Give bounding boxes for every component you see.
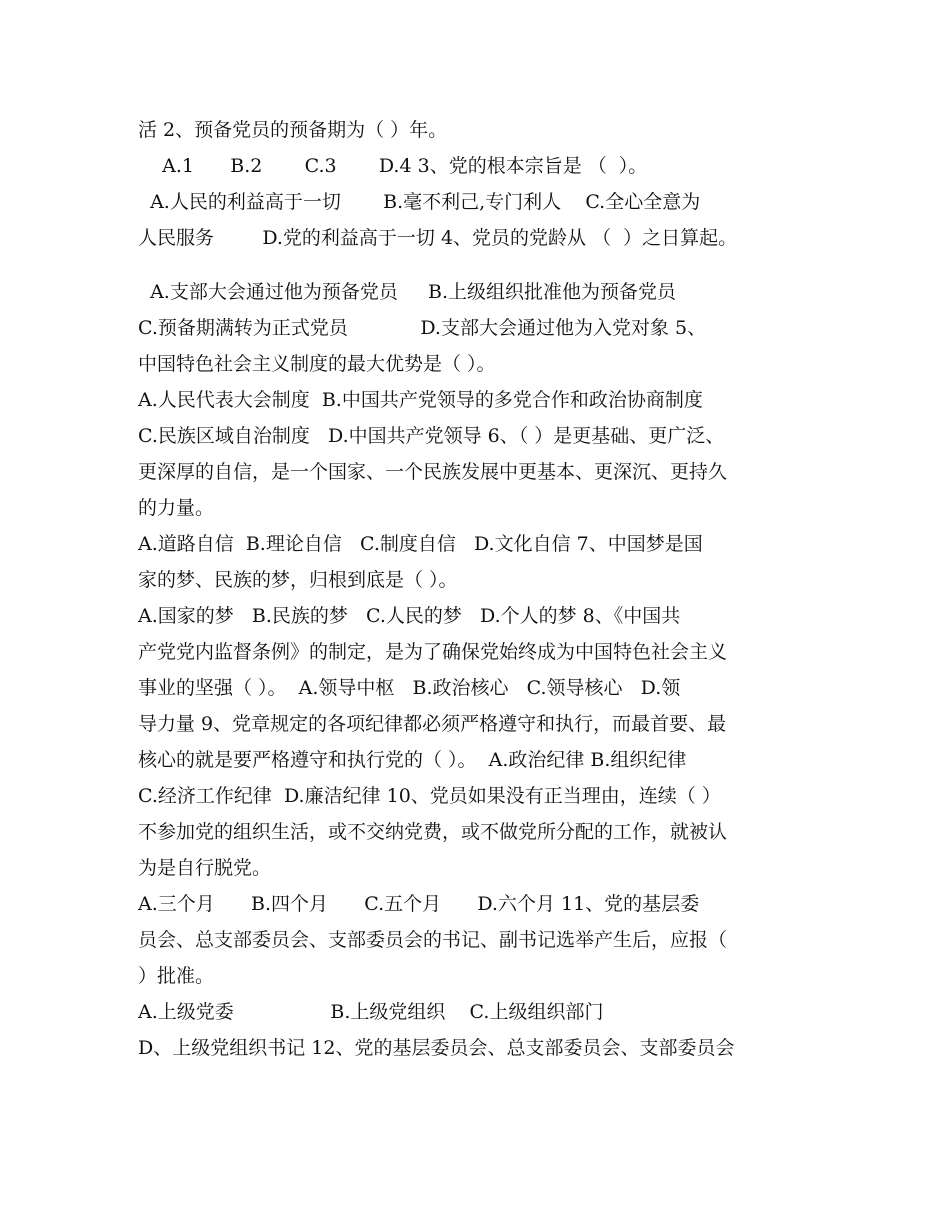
text-line: A.国家的梦 B.民族的梦 C.人民的梦 D.个人的梦 8、《中国共: [138, 605, 681, 627]
text-line: A.上级党委 B.上级党组织 C.上级组织部门: [138, 1001, 604, 1023]
text-line: [138, 256, 828, 274]
text-line: 产党党内监督条例》的制定，是为了确保党始终成为中国特色社会主义: [138, 641, 728, 663]
text-line: 为是自行脱党。: [138, 857, 272, 879]
text-line: 更深厚的自信，是一个国家、一个民族发展中更基本、更深沉、更持久: [138, 461, 728, 483]
text-line: D、上级党组织书记 12、党的基层委员会、总支部委员会、支部委员会: [138, 1037, 735, 1059]
text-line: A.道路自信 B.理论自信 C.制度自信 D.文化自信 7、中国梦是国: [138, 533, 703, 555]
text-line: 的力量。: [138, 497, 215, 519]
text-line: 核心的就是要严格遵守和执行党的（ ）。 A.政治纪律 B.组织纪律: [138, 749, 687, 771]
text-line: C.民族区域自治制度 D.中国共产党领导 6、（ ）是更基础、更广泛、: [138, 425, 725, 447]
text-line: 人民服务 D.党的利益高于一切 4、党员的党龄从 （ ）之日算起。: [138, 227, 738, 249]
text-line: 活 2、预备党员的预备期为（ ）年。: [138, 119, 448, 141]
text-line: A.1 B.2 C.3 D.4 3、党的根本宗旨是 （ ）。: [138, 155, 648, 177]
text-line: C.预备期满转为正式党员 D.支部大会通过他为入党对象 5、: [138, 317, 707, 339]
text-line: A.人民的利益高于一切 B.毫不利己,专门利人 C.全心全意为: [138, 191, 701, 213]
text-line: 事业的坚强（ ）。 A.领导中枢 B.政治核心 C.领导核心 D.领: [138, 677, 681, 699]
text-line: A.支部大会通过他为预备党员 B.上级组织批准他为预备党员: [138, 281, 677, 303]
text-line: C.经济工作纪律 D.廉洁纪律 10、党员如果没有正当理由，连续（ ）: [138, 785, 721, 807]
document-body: [138, 112, 828, 1066]
text-line: A.三个月 B.四个月 C.五个月 D.六个月 11、党的基层委: [138, 893, 700, 915]
text-line: A.人民代表大会制度 B.中国共产党领导的多党合作和政治协商制度: [138, 389, 703, 411]
text-line: 中国特色社会主义制度的最大优势是（ ）。: [138, 353, 496, 375]
text-line: 员会、总支部委员会、支部委员会的书记、副书记选举产生后，应报（: [138, 929, 728, 951]
text-line: 不参加党的组织生活，或不交纳党费，或不做党所分配的工作，就被认: [138, 821, 728, 843]
text-line: ）批准。: [138, 965, 215, 987]
text-line: 家的梦、民族的梦，归根到底是（ ）。: [138, 569, 458, 591]
text-line: 导力量 9、党章规定的各项纪律都必须严格遵守和执行，而最首要、最: [138, 713, 727, 735]
